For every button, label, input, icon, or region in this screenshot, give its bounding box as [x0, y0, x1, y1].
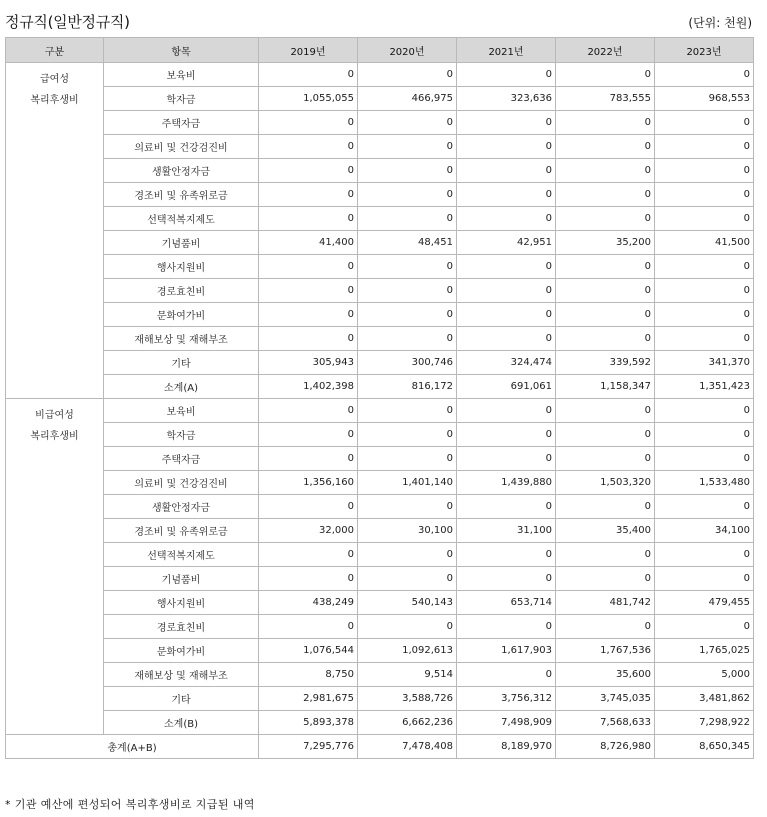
table-row [6, 399, 754, 423]
table-row [6, 87, 754, 111]
table-row [6, 711, 754, 735]
value-cell: 0 [358, 159, 457, 183]
value-cell: 0 [358, 279, 457, 303]
value-cell: 0 [259, 63, 358, 87]
value-cell: 35,400 [556, 519, 655, 543]
welfare-table [5, 37, 754, 759]
value-cell: 5,893,378 [259, 711, 358, 735]
header-group: 구분 [6, 38, 104, 63]
value-cell: 0 [358, 183, 457, 207]
value-cell: 32,000 [259, 519, 358, 543]
total-value: 7,295,776 [259, 735, 358, 759]
value-cell: 0 [655, 255, 754, 279]
total-value: 8,189,970 [457, 735, 556, 759]
value-cell: 0 [259, 543, 358, 567]
value-cell: 1,076,544 [259, 639, 358, 663]
value-cell: 30,100 [358, 519, 457, 543]
value-cell: 0 [457, 447, 556, 471]
header-year: 2019년 [259, 38, 358, 63]
value-cell: 1,439,880 [457, 471, 556, 495]
value-cell: 0 [655, 183, 754, 207]
item-label: 생활안정자금 [104, 159, 259, 183]
table-row [6, 303, 754, 327]
group-label-line2: 복리후생비 [30, 95, 79, 106]
value-cell: 0 [457, 423, 556, 447]
value-cell: 0 [457, 159, 556, 183]
value-cell: 0 [556, 567, 655, 591]
value-cell: 0 [457, 63, 556, 87]
value-cell: 0 [457, 399, 556, 423]
value-cell: 0 [259, 567, 358, 591]
item-label: 기타 [104, 351, 259, 375]
value-cell: 1,503,320 [556, 471, 655, 495]
value-cell: 3,745,035 [556, 687, 655, 711]
item-label: 주택자금 [104, 447, 259, 471]
value-cell: 0 [358, 255, 457, 279]
table-row [6, 159, 754, 183]
value-cell: 7,568,633 [556, 711, 655, 735]
value-cell: 300,746 [358, 351, 457, 375]
total-value: 7,478,408 [358, 735, 457, 759]
value-cell: 0 [259, 303, 358, 327]
value-cell: 0 [556, 495, 655, 519]
table-row [6, 687, 754, 711]
header-year: 2023년 [655, 38, 754, 63]
value-cell: 653,714 [457, 591, 556, 615]
table-row [6, 543, 754, 567]
value-cell: 0 [457, 183, 556, 207]
title-bar [0, 0, 767, 37]
item-label: 기념품비 [104, 231, 259, 255]
value-cell: 1,765,025 [655, 639, 754, 663]
value-cell: 0 [457, 663, 556, 687]
value-cell: 0 [556, 135, 655, 159]
item-label: 주택자금 [104, 111, 259, 135]
value-cell: 35,200 [556, 231, 655, 255]
item-label: 경조비 및 유족위로금 [104, 519, 259, 543]
value-cell: 0 [655, 135, 754, 159]
item-label: 소계(B) [104, 711, 259, 735]
value-cell: 1,158,347 [556, 375, 655, 399]
value-cell: 0 [655, 303, 754, 327]
value-cell: 0 [259, 159, 358, 183]
item-label: 재해보상 및 재해부조 [104, 663, 259, 687]
value-cell: 0 [556, 207, 655, 231]
item-label: 행사지원비 [104, 591, 259, 615]
value-cell: 0 [655, 495, 754, 519]
value-cell: 0 [655, 207, 754, 231]
value-cell: 35,600 [556, 663, 655, 687]
item-label: 선택적복지제도 [104, 543, 259, 567]
value-cell: 0 [556, 303, 655, 327]
value-cell: 968,553 [655, 87, 754, 111]
value-cell: 0 [358, 111, 457, 135]
table-body [6, 63, 754, 759]
table-row [6, 471, 754, 495]
value-cell: 0 [556, 543, 655, 567]
value-cell: 0 [358, 63, 457, 87]
value-cell: 0 [655, 63, 754, 87]
value-cell: 0 [655, 423, 754, 447]
value-cell: 0 [457, 207, 556, 231]
value-cell: 7,298,922 [655, 711, 754, 735]
item-label: 생활안정자금 [104, 495, 259, 519]
table-row [6, 327, 754, 351]
value-cell: 481,742 [556, 591, 655, 615]
value-cell: 0 [259, 327, 358, 351]
value-cell: 3,756,312 [457, 687, 556, 711]
total-value: 8,726,980 [556, 735, 655, 759]
value-cell: 0 [259, 207, 358, 231]
value-cell: 0 [457, 327, 556, 351]
value-cell: 0 [358, 399, 457, 423]
value-cell: 438,249 [259, 591, 358, 615]
item-label: 보육비 [104, 63, 259, 87]
value-cell: 1,617,903 [457, 639, 556, 663]
value-cell: 0 [358, 207, 457, 231]
value-cell: 0 [358, 303, 457, 327]
value-cell: 0 [259, 423, 358, 447]
value-cell: 0 [655, 543, 754, 567]
header-year: 2021년 [457, 38, 556, 63]
value-cell: 3,481,862 [655, 687, 754, 711]
table-row [6, 111, 754, 135]
table-row [6, 495, 754, 519]
group-label-line1: 비급여성 [35, 410, 74, 421]
table-row [6, 207, 754, 231]
value-cell: 0 [259, 447, 358, 471]
table-row [6, 375, 754, 399]
value-cell: 0 [457, 255, 556, 279]
total-value: 8,650,345 [655, 735, 754, 759]
value-cell: 0 [358, 135, 457, 159]
header-year: 2022년 [556, 38, 655, 63]
value-cell: 0 [259, 183, 358, 207]
value-cell: 691,061 [457, 375, 556, 399]
item-label: 경조비 및 유족위로금 [104, 183, 259, 207]
item-label: 소계(A) [104, 375, 259, 399]
value-cell: 816,172 [358, 375, 457, 399]
value-cell: 0 [259, 111, 358, 135]
table-row [6, 663, 754, 687]
value-cell: 0 [556, 615, 655, 639]
value-cell: 0 [259, 255, 358, 279]
item-label: 경로효친비 [104, 615, 259, 639]
value-cell: 0 [259, 279, 358, 303]
value-cell: 0 [457, 111, 556, 135]
value-cell: 0 [655, 399, 754, 423]
total-label: 총계(A+B) [6, 735, 259, 759]
value-cell: 31,100 [457, 519, 556, 543]
item-label: 선택적복지제도 [104, 207, 259, 231]
table-row [6, 279, 754, 303]
value-cell: 324,474 [457, 351, 556, 375]
value-cell: 0 [358, 327, 457, 351]
value-cell: 0 [655, 447, 754, 471]
value-cell: 0 [358, 543, 457, 567]
item-label: 기타 [104, 687, 259, 711]
value-cell: 6,662,236 [358, 711, 457, 735]
value-cell: 0 [358, 615, 457, 639]
item-label: 학자금 [104, 423, 259, 447]
table-row [6, 63, 754, 87]
item-label: 문화여가비 [104, 303, 259, 327]
value-cell: 1,533,480 [655, 471, 754, 495]
value-cell: 339,592 [556, 351, 655, 375]
value-cell: 1,401,140 [358, 471, 457, 495]
group-label-line2: 복리후생비 [30, 431, 79, 442]
value-cell: 1,402,398 [259, 375, 358, 399]
value-cell: 0 [655, 279, 754, 303]
value-cell: 0 [457, 543, 556, 567]
item-label: 의료비 및 건강검진비 [104, 135, 259, 159]
table-row [6, 231, 754, 255]
value-cell: 0 [655, 567, 754, 591]
value-cell: 0 [556, 423, 655, 447]
table-row [6, 135, 754, 159]
value-cell: 7,498,909 [457, 711, 556, 735]
value-cell: 9,514 [358, 663, 457, 687]
group-label [6, 63, 104, 399]
table-row [6, 423, 754, 447]
value-cell: 0 [457, 279, 556, 303]
page-title: 정규직(일반정규직) [5, 13, 130, 31]
value-cell: 0 [655, 615, 754, 639]
item-label: 학자금 [104, 87, 259, 111]
unit-label: (단위: 천원) [688, 16, 752, 30]
value-cell: 41,400 [259, 231, 358, 255]
value-cell: 0 [556, 399, 655, 423]
value-cell: 0 [358, 567, 457, 591]
value-cell: 479,455 [655, 591, 754, 615]
value-cell: 0 [358, 447, 457, 471]
value-cell: 305,943 [259, 351, 358, 375]
item-label: 기념품비 [104, 567, 259, 591]
item-label: 문화여가비 [104, 639, 259, 663]
value-cell: 1,767,536 [556, 639, 655, 663]
value-cell: 0 [556, 159, 655, 183]
value-cell: 783,555 [556, 87, 655, 111]
value-cell: 0 [655, 327, 754, 351]
table-row [6, 183, 754, 207]
value-cell: 0 [259, 615, 358, 639]
value-cell: 540,143 [358, 591, 457, 615]
value-cell: 1,356,160 [259, 471, 358, 495]
table-row [6, 591, 754, 615]
value-cell: 0 [259, 399, 358, 423]
value-cell: 466,975 [358, 87, 457, 111]
table-row [6, 567, 754, 591]
value-cell: 0 [457, 615, 556, 639]
value-cell: 0 [655, 159, 754, 183]
value-cell: 0 [655, 111, 754, 135]
value-cell: 1,351,423 [655, 375, 754, 399]
item-label: 재해보상 및 재해부조 [104, 327, 259, 351]
value-cell: 8,750 [259, 663, 358, 687]
value-cell: 0 [556, 255, 655, 279]
table-row [6, 351, 754, 375]
value-cell: 0 [259, 135, 358, 159]
group-label [6, 399, 104, 735]
group-label-line1: 급여성 [40, 74, 69, 85]
value-cell: 0 [556, 183, 655, 207]
value-cell: 2,981,675 [259, 687, 358, 711]
value-cell: 0 [358, 423, 457, 447]
table-row [6, 639, 754, 663]
item-label: 행사지원비 [104, 255, 259, 279]
value-cell: 0 [457, 495, 556, 519]
value-cell: 5,000 [655, 663, 754, 687]
header-item: 항목 [104, 38, 259, 63]
value-cell: 41,500 [655, 231, 754, 255]
value-cell: 42,951 [457, 231, 556, 255]
value-cell: 323,636 [457, 87, 556, 111]
value-cell: 0 [556, 447, 655, 471]
value-cell: 0 [457, 567, 556, 591]
value-cell: 0 [556, 63, 655, 87]
value-cell: 0 [556, 279, 655, 303]
item-label: 경로효친비 [104, 279, 259, 303]
value-cell: 3,588,726 [358, 687, 457, 711]
value-cell: 1,055,055 [259, 87, 358, 111]
value-cell: 0 [457, 303, 556, 327]
value-cell: 34,100 [655, 519, 754, 543]
table-row [6, 255, 754, 279]
value-cell: 341,370 [655, 351, 754, 375]
table-row [6, 615, 754, 639]
table-row [6, 447, 754, 471]
value-cell: 0 [457, 135, 556, 159]
footnote: * 기관 예산에 편성되어 복리후생비로 지급된 내역 [5, 798, 255, 811]
item-label: 보육비 [104, 399, 259, 423]
table-row [6, 519, 754, 543]
value-cell: 1,092,613 [358, 639, 457, 663]
header-row [6, 38, 754, 63]
value-cell: 0 [259, 495, 358, 519]
header-year: 2020년 [358, 38, 457, 63]
item-label: 의료비 및 건강검진비 [104, 471, 259, 495]
value-cell: 0 [556, 327, 655, 351]
value-cell: 48,451 [358, 231, 457, 255]
value-cell: 0 [358, 495, 457, 519]
total-row [6, 735, 754, 759]
value-cell: 0 [556, 111, 655, 135]
